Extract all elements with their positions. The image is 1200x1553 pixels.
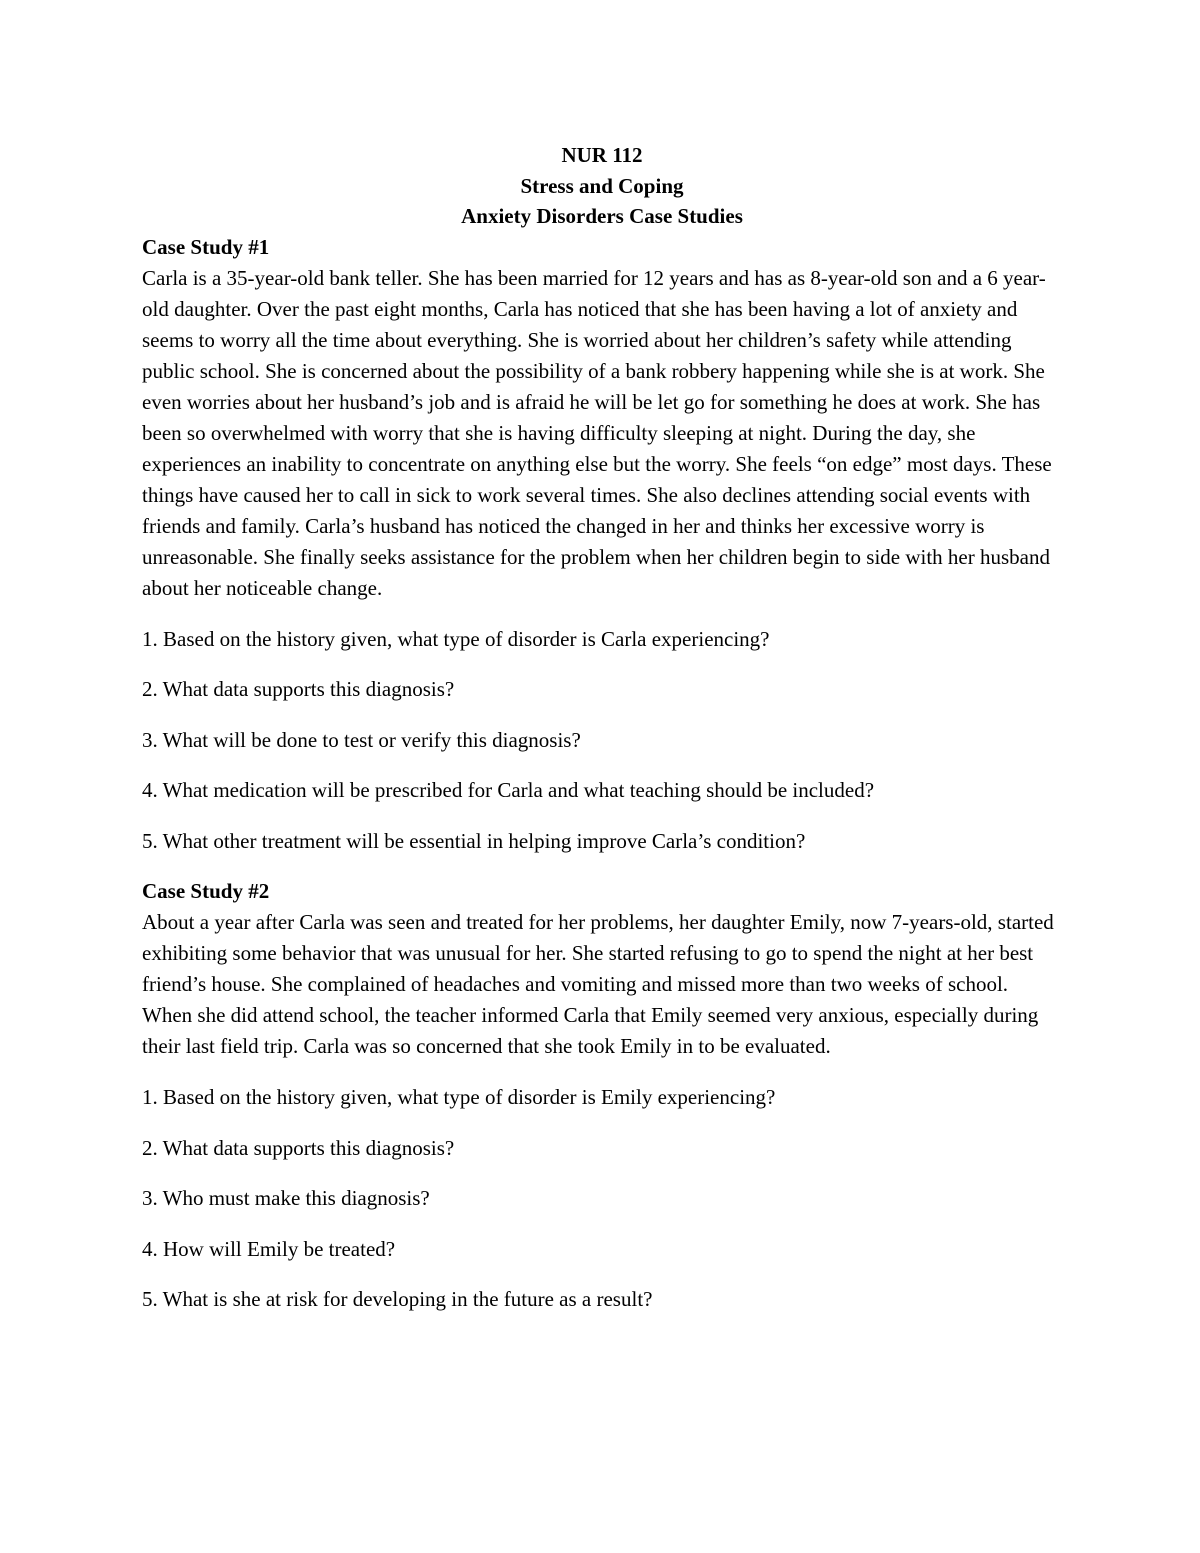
question-item: 3. Who must make this diagnosis? [142, 1186, 430, 1210]
case-study-2-title: Case Study #2 [142, 879, 270, 903]
question-item: 5. What other treatment will be essential in helping improve Carla’s condition? [142, 828, 806, 853]
question-item: 5. What is she at risk for developing in the future as a result? [142, 1287, 653, 1311]
document-header [142, 140, 1062, 232]
question-item: 2. What data supports this diagnosis? [142, 1135, 455, 1160]
question-item: 1. Based on the history given, what type of disorder is Carla experiencing? [142, 626, 770, 651]
case-study-2-body: About a year after Carla was seen and treated for her problems, her daughter Emily, now 7-years-old, started exhibiting some behavior that was unusual for her. She started refusing to go to spend the night at her best friend’s house. She complained of headaches and vomiting and missed more than two weeks of school. When she did attend school, the teacher informed Carla that Emily seemed very anxious, especially during their last field trip. Carla was so concerned that she took Emily in to be evaluated. [142, 910, 1054, 1058]
case-study-2-questions [142, 1082, 1062, 1315]
case-study-1-title: Case Study #1 [142, 234, 270, 259]
case-study-2 [142, 876, 1062, 1315]
question-item: 4. How will Emily be treated? [142, 1236, 396, 1261]
case-study-1 [142, 232, 1062, 857]
unit-title: Stress and Coping [520, 173, 684, 198]
document-title: Anxiety Disorders Case Studies [461, 204, 743, 228]
document-content [142, 140, 1062, 1335]
question-item: 2. What data supports this diagnosis? [142, 677, 455, 701]
question-item: 3. What will be done to test or verify this diagnosis? [142, 727, 581, 752]
course-code: NUR 112 [561, 143, 643, 167]
case-study-1-questions [142, 624, 1062, 857]
question-item: 1. Based on the history given, what type of disorder is Emily experiencing? [142, 1085, 776, 1109]
case-study-1-body: Carla is a 35-year-old bank teller. She has been married for 12 years and has as 8-year-old son and a 6 year-old daughter. Over the past eight months, Carla has noticed that she has been having a lot of anxiety and seems to worry all the time about everything. She is worried about her children’s safety while attending public school. She is concerned about the possibility of a bank robbery happening while she is at work. She even worries about her husband’s job and is afraid he will be let go for something he does at work. She has been so overwhelmed with worry that she is having difficulty sleeping at night. During the day, she experiences an inability to concentrate on anything else but the worry. She feels “on edge” most days. These things have caused her to call in sick to work several times. She also declines attending social events with friends and family. Carla’s husband has noticed the changed in her and thinks her excessive worry is unreasonable. She finally seeks assistance for the problem when her children begin to side with her husband about her noticeable change. [142, 265, 1052, 600]
question-item: 4. What medication will be prescribed for Carla and what teaching should be included? [142, 778, 875, 802]
